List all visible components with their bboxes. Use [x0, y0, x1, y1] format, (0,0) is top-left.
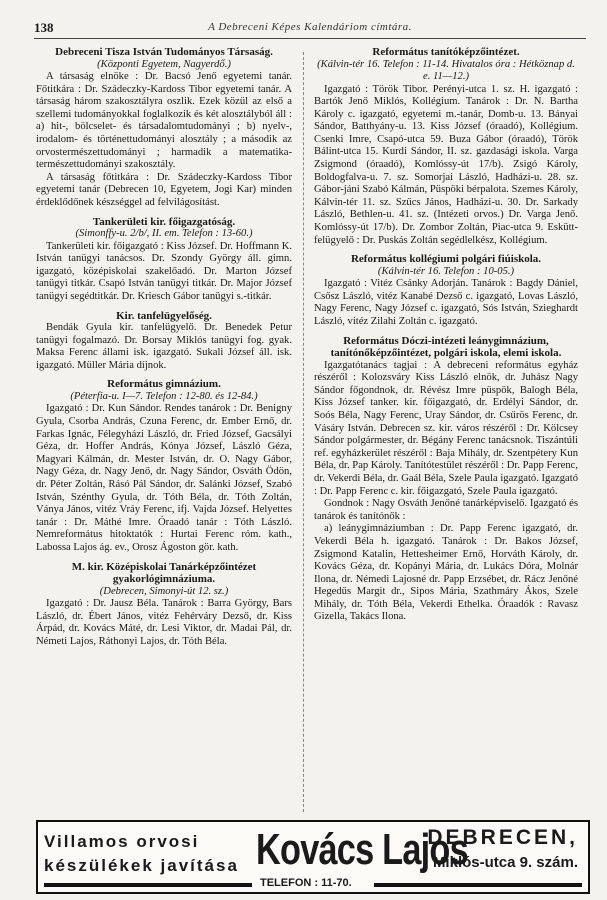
page-number: 138: [34, 20, 54, 35]
section-subtitle: (Kálvin-tér 16. Telefon : 10-05.): [377, 265, 515, 277]
section-paragraph: A társaság elnöke : Dr. Bacsó Jenő egyetemi tanár. Főtitkára : Dr. Szádeczky-Kardoss Tibor egyetemi tanár. A társaság három szakosztályra oszlik. Ezek közül az első a szellemi tudományokkal foglalkozik és két alosztályból áll : a) hit-, bölcselet- és társadalomtudományi ; b) nyelv-, irodalom- és történettudományi alosztály ; a második az orvostermészettudományi ; harmadik a matematika-természettudományi szakosztály.: [36, 71, 292, 171]
section: [36, 378, 292, 554]
ad-phone-bar: [38, 876, 588, 892]
page-header: [34, 20, 586, 38]
section: [36, 561, 292, 649]
section-title: Református kollégiumi polgári fiúiskola.: [350, 253, 542, 266]
section-paragraph: Igazgató : Dr. Kun Sándor. Rendes tanárok : Dr. Benigny Gyula, Csorba András, Czuna Ferenc, dr. Ember Ernő, dr. Farkas Ignác, Félegyházi László, dr. Fried József, Gacsályi Géza, dr. Hoffer András, Kónya József, László Géza, Magyari Kálmán, dr. Mester István, dr. O. Nagy Gábor, Nagy Géza, dr. Nagy Jenő, dr. Nagy Sándor, Osváth Ödön, dr. Péter Zoltán, Rásó Pál Sándor, dr. Salánki József, Szabó István, Szénthy Gyula, dr. Tóth Béla, dr. Tóth Zoltán, Ványa János, vitéz Vráy Ferenc, ifj. Vajda József. Helyettes tanár : Dr. Máthé Imre. Óraadó tanár : Tóth László. Nemreformátus hitoktatók : Hurtai Ferenc róm. kath., Labossa Lajos ág. ev., Orosz Ágoston gör. kath.: [36, 403, 292, 553]
section-paragraph: Igazgató : Dr. Jausz Béla. Tanárok : Barra György, Bars László, dr. Ébert János, vitéz Fehérváry Dezső, dr. Kiss Árpád, dr. Kovács Máté, dr. Lesi Viktor, dr. Madai Pál, dr. Németi Lajos, Ráthonyi Lajos, dr. Tóth Béla.: [36, 598, 292, 647]
section-subtitle: (Debrecen, Simonyi-út 12. sz.): [99, 585, 229, 597]
ad-phone-rule-left: [44, 883, 252, 887]
section-subtitle: (Simonffy-u. 2/b/, II. em. Telefon : 13-60.): [75, 228, 253, 240]
section-title: Tankerületi kir. főigazgatóság.: [92, 215, 236, 228]
section-paragraph: A társaság főtitkára : Dr. Szádeczky-Kardoss Tibor egyetemi tanár (Debrecen 10, Egyetem, Jogi Kar) minden érdeklődőnek készséggel ad felvilágosítást.: [36, 171, 292, 208]
section-title: Debreceni Tisza István Tudományos Társaság.: [55, 46, 273, 58]
advertisement: [36, 820, 590, 894]
ad-phone-rule-right: [374, 883, 582, 887]
section-paragraph: a) leánygimnáziumban : Dr. Papp Ferenc igazgató, dr. Vekerdi Béla h. igazgató. Tanárok : Dr. Bakos József, Zsigmond Katalin, Hettesheimer Ernő, Horváth Károly, dr. Kovács Géza, dr. Kopányi Mária, dr. Lukács Dóra, Molnár Ilona, dr. Némedi Lajosné dr. Papp Erzsébet, dr. Rácz Jenőné Hegedűs Margit dr., Sipos Mária, Szathmáry Ákos, Szele Mihály, dr. Tóth Béla, Vekerdi Ethelka. Óraadók : Ravasz Gizella, Takács Ilona.: [314, 523, 578, 623]
section-paragraph: Igazgatótanács tagjai : A debreceni református egyház részéről : Kolozsváry Kiss László elnök, dr. Juhász Nagy Sándor főgondnok, dr. Révész Imre püspök, Balogh Béla, Kiss József tanker. kir. főigazgató, dr. Erdélyi Sándor, dr. Soós Béla, Nagy Ferenc, Uray Sándor, dr. Csűrös Ferenc, dr. Vásáry István. Debrecen sz. kir. város részéről : Dr. Kölcsey Sándor polgármester, dr. Bégány Ferenc tanácsnok. Tiszántúli ref. egyházkerület részéről : Baja Mihály, dr. Szentpétery Kun Béla, dr. Pap Károly. Tanítótestület részéről : Dr. Papp Ferenc, dr. Vekerdi Béla, dr. Gaál Béla, Szele Paula igazgató. Igazgató : Dr. Papp Ferenc c. kir. főigazgató, Szele Paula igazgató.: [314, 359, 578, 497]
section-paragraph: Igazgató : Vitéz Csánky Adorján. Tanárok : Bagdy Dániel, Csősz László, vitéz Kanabé Dezső c. igazgató, Lovas László, Nagy Ferenc, Nagy József c. igazgató, Sós István, Szieghardt László, vitéz Zilahi Zoltán c. igazgató.: [314, 278, 578, 327]
section-subtitle: (Péterfia-u. I—7. Telefon : 12-80. és 12-84.): [70, 390, 258, 402]
ad-services: [44, 830, 239, 878]
section-subtitle: (Központi Egyetem, Nagyerdő.): [97, 58, 231, 70]
column-divider: [303, 52, 304, 812]
section: [36, 310, 292, 373]
ad-services-line1: Villamos orvosi: [44, 832, 200, 851]
ad-services-line2: készülékek javítása: [44, 856, 239, 875]
section-paragraph: Bendák Gyula kir. tanfelügyelő. Dr. Benedek Petur tanügyi fogalmazó. Dr. Borsay Miklós tanügyi fog. gyak. Maksa Ferenc állami isk. igazgató. Sukali József áll. isk. igazgató. Müller Mária díjnok.: [36, 322, 292, 371]
ad-business-name: Kovács Lajos: [256, 825, 468, 874]
section-title: Református gimnázium.: [107, 378, 221, 391]
section-title: Kir. tanfelügyelőség.: [116, 309, 212, 322]
ad-phone: TELEFON : 11-70.: [256, 877, 356, 889]
ad-city: DEBRECEN,: [427, 826, 578, 849]
ad-address: Miklós-utca 9. szám.: [432, 854, 578, 871]
section-paragraph: Igazgató : Török Tibor. Perényi-utca 1. sz. H. igazgató : Bartók Jenő Miklós, Kollégium. Tanárok : Dr. N. Bartha Károly c. igazgató, egyetemi m.-tanár, Domb-u. 13. Bányai Sándor, Batthyány-u. 13. Kiss József (óraadó), Kollégium. Csenki Imre, Csapó-utca 59. Buza Gábor (óraadó), Török Bálint-utca 15. Kurdi Sándor, II. sz. gazdasági iskola. Varga Zsigmond (óraadó), Komlóssy-út 17/b). Zsigó Károly, Boldogfalva-u. 7. sz. Somorjai László, Hadházi-u. 28. sz. Gábor-jáni Szabó Kálmán, Püspöki bérpalota. Szemes Károly, Kálvin-tér 11. sz. Szűcs János, Hadházi-u. 30. Dr. Sarkady László, Bethlen-u. 41. sz. (Intézeti orvos.) Dr. Varga Jenő. Komlóssy-út 17/b). Dr. Zombor Zoltán, Piac-utca 9. Eskütt-felügyelő : Dr. Puskás Zoltán segédlelkész, Kollégium.: [314, 83, 578, 246]
left-column: [36, 46, 292, 654]
section-paragraph: Gondnok : Nagy Osváth Jenőné tanárképviselő. Igazgató és tanárok és tanítónők :: [314, 498, 578, 522]
section-title: Református Dóczi-intézeti leánygimnázium, tanítónőképzőintézet, polgári iskola, elemi iskola.: [330, 334, 562, 360]
section: [314, 335, 578, 624]
section: [36, 216, 292, 304]
section-paragraph: Tankerületi kir. főigazgató : Kiss József. Dr. Hoffmann K. István tanügyi tanácsos. Dr. Szondy György áll. gimn. igazgató, középiskolai szakelőadó. Dr. Marton József tanügyi titkár. Csapó István tanügyi titkár. Dr. Major József tanügyi segédtitkár. Dr. Kriesch Gábor tanügyi s.-titkár.: [36, 240, 292, 302]
section: [314, 46, 578, 247]
section-title: M. kir. Középiskolai Tanárképzőintézet gyakorlógimnáziuma.: [71, 560, 257, 585]
section: [36, 46, 292, 210]
section-subtitle: (Kálvin-tér 16. Telefon : 11-14. Hivatalos óra : Hétköznap d. e. 11—12.): [317, 58, 575, 82]
right-column: [314, 46, 578, 630]
section: [314, 253, 578, 328]
section-title: Református tanítóképzőintézet.: [372, 46, 520, 58]
running-title: A Debreceni Képes Kalendáriom címtára.: [208, 21, 412, 33]
header-rule: [34, 38, 586, 39]
